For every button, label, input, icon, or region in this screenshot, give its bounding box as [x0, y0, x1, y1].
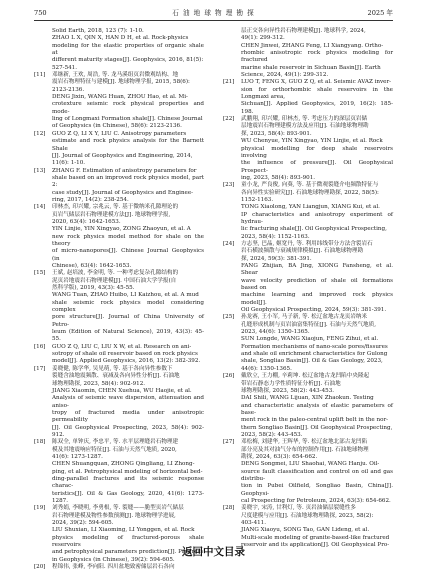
reference-entry [223, 505, 393, 527]
reference-line: ZHANG F. Estimation of anisotropy parameters for [52, 167, 197, 174]
reference-line: 层地震岩石物理建模方法及应用[J]. 石油地球物理勘 [241, 123, 369, 130]
reference-line: IP characteristics and anisotropy experiment of hydrau- [241, 211, 393, 225]
reference-line: 44(6): 1350-1365. [241, 365, 292, 372]
reference-line: estimate and rock physics analysis for the Barnett Shale [52, 138, 204, 152]
reference-column-left [34, 28, 204, 571]
reference-number: [25] [223, 314, 235, 321]
reference-entry [34, 72, 204, 94]
reference-line: DENG Songmei, LIU Shaohai, WANG Hanju. Oil- [241, 461, 380, 468]
reference-line: ZHAO L X, QIN X, HAN D H, et al. Rock-physics [52, 35, 189, 42]
reference-line: tion in Pubei Oilfield, Songliao Basin, China[J]. Geophysi- [241, 483, 393, 497]
reference-line: 各向异性实验研究[J]. 石油地球物理勘探, 2022, 58(5): [241, 189, 379, 196]
reference-number: [27] [223, 439, 235, 446]
reference-line: 岩石横波频散与衰减规律模拟[J]. 石油地球物理勘 [241, 248, 364, 255]
reference-line: 童小龙, 严良俊, 向葵, 等. 基于微观裂缝介电频散特征与 [241, 182, 379, 189]
reference-line: LIU Shuxian, LI Xiaoming, LI Yonggen, et al. Rock [52, 527, 195, 534]
reference-entry [223, 116, 393, 138]
reference-line: the influence of pressure[J]. Oil Geophysical Prospect- [241, 160, 393, 174]
reference-number: [28] [223, 505, 235, 512]
reference-number: [16] [34, 343, 46, 350]
reference-line: 41(6): 1273-1287. [52, 453, 103, 460]
reference-line: case study[J]. Journal of Geophysics and Enginee- [52, 189, 194, 196]
reference-line: 孔缝形成机制与页岩油富集特征[J]. 石油与天然气地质, [241, 321, 377, 328]
reference-line: shale, Songliao Basin[J]. Oil & Gas Geology, 2023, [241, 358, 383, 365]
reference-line: 王斌, 赵培波, 李金明, 等. 一种考虑复杂孔隙结构的 [52, 270, 179, 277]
reference-line: of Geophysics (in Chinese), 58(6): 2123-2136. [52, 123, 182, 130]
reference-line: ment rock in the paleo-central uplift belt in the nor- [241, 417, 389, 424]
reference-entry [223, 241, 393, 263]
reference-line: 527-541. [52, 64, 78, 71]
reference-line: ping, et al. Petrophysical modeling of horizontal bed- [52, 468, 203, 475]
reference-entry [223, 204, 393, 241]
reference-entry [34, 35, 204, 72]
reference-line: Oil Geophysical Prospecting, 2024, 59(3): 381-391. [241, 307, 387, 314]
page-header [34, 8, 393, 21]
reference-line: 探, 2024, 59(3): 381-391. [241, 255, 312, 262]
reference-entry [34, 366, 204, 388]
reference-line: Multi-scale modeling of granite-based-like fractured [241, 534, 390, 541]
reference-line: wave velocity prediction of shale oil formations based on [241, 277, 393, 292]
reference-entry [223, 263, 393, 314]
reference-entry [223, 439, 393, 461]
reference-line: 然科学版), 2019, 43(3): 45-55. [52, 285, 135, 292]
reference-line: 2020, 63(4): 1642-1653. [52, 218, 121, 225]
reference-line: leum (Edition of Natural Science), 2019, 43(3): 45-55. [52, 329, 204, 343]
reference-line: GUO Z Q, LI X Y, LIU C. Anisotropy parameters [52, 130, 187, 137]
reference-line: 姜晓健, 陈学华, 吴见萌, 等. 基于各向异性参数下 [52, 365, 173, 372]
reference-line: GUO Z Q, LIU C, LIU X W, et al. Research on ani- [52, 343, 192, 350]
reference-line: crotexture seismic rock physical properties and mode- [52, 101, 204, 115]
page-number: 750 [34, 9, 47, 17]
reference-line: ring, 2017, 14(2): 238-254. [52, 196, 129, 203]
reference-line: 裂缝含油地震频散、衰减及各向异性分析[J]. 石油地 [52, 373, 180, 380]
reference-entry [34, 131, 204, 168]
reference-line: ding-parallel fractures and its seismic response charac- [52, 475, 204, 490]
reference-line: JIANG Xiaoyu, SONG Tao, GAN Lideng, et al. [241, 527, 370, 534]
reference-line: and petrophysical parameters prediction[J]. Progress [52, 549, 204, 556]
reference-entry [223, 336, 393, 373]
reference-line: pore structure[J]. Journal of China University of Petro- [52, 314, 204, 328]
return-to-chinese-contents-link[interactable]: 返回中文目录 [182, 546, 245, 558]
reference-number: [15] [34, 270, 46, 277]
reference-line: rhombic anisotropic rock physics modeling for fractured [241, 50, 393, 64]
reference-line: 戴欣立, 王力棚, 辛莉坤. 松辽盆地古龙凹陷中央隆起 [241, 373, 370, 380]
reference-line: different maturity stages[J]. Geophysics, 2016, 81(5): [52, 57, 204, 64]
reference-line: DAI Shili, WANG Lijuan, XIN Zhaokun. Testing [241, 395, 374, 402]
reference-line: 2023, 58(2): 443-453. [241, 431, 303, 438]
reference-line: 孙龙赛, 王小军, 马子新, 等. 松辽盆地古龙页岩纳米 [241, 314, 368, 321]
reference-line: 邓松梅, 刘建华, 王辉华, 等. 松辽盆地北部古龙凹陷 [241, 439, 368, 446]
reference-line: TONG Xiaolong, YAN Liangjun, XIANG Kui, et al. [241, 204, 380, 211]
reference-line: 陈双全, 单钟庆, 李忠平, 等. 水平层理缝岩石物理建 [52, 439, 179, 446]
reference-line: Sichuan[J]. Applied Geophysics, 2019, 16(2): 185-198. [241, 101, 393, 115]
reference-entry [34, 388, 204, 439]
reference-number: [20] [34, 564, 46, 571]
reference-line: Analysis of seismic wave dispersion, attenuation and aniso- [52, 395, 204, 409]
reference-line: ling of Longmaxi Formation shale[J]. Chinese Journal [52, 116, 203, 123]
reference-entry [34, 461, 204, 505]
reference-line: shale based on an improved rock physics model, part 2: [52, 174, 204, 189]
reference-line: 2023, 44(6): 1350-1365. [241, 329, 310, 336]
reference-entry [223, 395, 393, 439]
reference-entry [223, 461, 393, 505]
reference-line: modeling for the elastic properties of organic shale at [52, 42, 204, 57]
reference-line: LUO T, FENG X, GUO Z Q, et al. Seismic AVAZ inver- [241, 79, 392, 86]
reference-line: FANG Zhijian, BA Jing, XIONG Fansheng, et al. Shear [241, 263, 393, 277]
reference-number: [12] [34, 130, 46, 137]
reference-line: CHEN Jinwei, ZHANG Feng, LI Xiangyang. Ortho- [241, 42, 384, 49]
reference-line: WANG Tuan, ZHAO Huibo, LI Kaizhou, et al. A mud [52, 292, 199, 299]
reference-line: [J]. Journal of Geophysics and Engineering, 2014, [52, 152, 193, 159]
reference-line: ing, 2023, 58(4): 893-901. [241, 174, 316, 181]
reference-line: 印林杰, 印兴耀, 宗兆云, 等. 基于微纳米孔隙理论的 [52, 204, 179, 211]
reference-line: physical modelling for deep shale reservoirs involving [241, 145, 393, 159]
reference-line: of micro-nanopores[J]. Chinese Journal Geophysics (in [52, 248, 204, 262]
reference-number: [24] [223, 240, 235, 247]
reference-line: 刘秀娟, 李晓明, 李勇根, 等. 裂缝——脆型页岩气储层 [52, 505, 184, 512]
reference-line: marine shale reservoir in Sichuan Basin[J]. Earth [241, 64, 381, 71]
reference-line: thern Songliao Basin[J]. Oil Geophysical Prospecting, [241, 424, 393, 431]
reference-line: shale seismic rock physics model considering complex [52, 299, 204, 314]
reference-line: Chinese), 63(4): 1642-1653. [52, 263, 132, 269]
reference-number: [19] [34, 505, 46, 512]
reference-entry [34, 564, 204, 571]
reference-entry [34, 344, 204, 366]
reference-line: CHEN Shuangquan, ZHONG Qingliang, LI Zhong- [52, 461, 195, 468]
reference-number: [23] [223, 182, 235, 189]
reference-line: 11(6): 1-10. [52, 160, 86, 167]
reference-entry [223, 373, 393, 395]
reference-number: [11] [34, 72, 46, 79]
reference-line: reservoir and its application[J]. Oil Geophysical Pro- [241, 542, 390, 549]
reference-line: 2024, 39(2): 594-605. [52, 520, 114, 527]
reference-line: sotropy of shale oil reservoir based on rock physics [52, 351, 198, 358]
reference-line: WU Chenyue, YIN Xingyao, YIN Linjie, et al. Rock [241, 138, 383, 145]
reference-number: [22] [223, 116, 235, 123]
reference-entry [34, 292, 204, 343]
journal-title: 石 油 地 球 物 理 勘 探 [172, 9, 255, 17]
reference-line: 层正交各向异性岩石物理建模[J]. 地球科学, 2024, [241, 28, 366, 34]
reference-number: [14] [34, 204, 46, 211]
reference-line: 邓继新, 王欢, 周浩, 等. 龙马溪组页岩微观结构、地 [52, 72, 179, 79]
reference-number: [13] [34, 167, 46, 174]
reference-number: [18] [34, 439, 46, 446]
reference-line: 49(1): 299-312. [241, 35, 285, 42]
reference-line: 探, 2023, 58(4): 893-901. [241, 130, 312, 137]
reference-line: Solid Earth, 2018, 123 (7): 1-10. [52, 28, 144, 34]
reference-entry [223, 314, 393, 336]
reference-line: lic fracturing shale[J]. Oil Geophysical Prospecting, [241, 226, 387, 233]
reference-line: in Geophysics (in Chinese), 39(2): 594-605. [52, 556, 175, 563]
reference-line: 2123-2136. [52, 86, 85, 93]
reference-line: teristics[J]. Oil & Gas Geology, 2020, 41(6): 1273-1287. [52, 490, 204, 504]
publication-year: 2025 年 [367, 9, 393, 17]
reference-entry [34, 94, 204, 131]
reference-line: JIANG Xiaomin, CHEN Xuehua, WU Haojie, et al. [52, 387, 192, 394]
reference-number: [21] [223, 79, 235, 86]
reference-entry [34, 439, 204, 461]
reference-line: and characteristic analysis of elastic parameters of base- [241, 402, 393, 416]
reference-line: 球物理勘探, 2023, 58(4): 902-912. [52, 380, 146, 387]
reference-entry [34, 226, 204, 270]
reference-line: new rock physics model method for shale on the theory [52, 233, 204, 247]
reference-line: 程锦伟, 张峰, 李向阳. 四川盆地致密储层岩石各向 [52, 564, 175, 571]
reference-column-right [223, 28, 393, 549]
reference-number: [17] [34, 365, 46, 372]
reference-entry [223, 182, 393, 204]
reference-entry [34, 505, 204, 527]
reference-line: YIN Linjie, YIN Xingyao, ZONG Zhaoyun, et al. A [52, 226, 191, 233]
reference-entry [223, 28, 393, 43]
reference-line: 球物理勘探, 2023, 58(2): 443-453. [241, 387, 335, 394]
reference-line: 勘探, 2024, 63(3): 654-662. [241, 453, 318, 460]
reference-line: 模及其地震响应特征[J]. 石油与天然气地质, 2020, [52, 446, 177, 453]
reference-line: and shale oil enrichment characteristics for Gulong [241, 351, 388, 358]
reference-line: sion for orthorhombic shale reservoirs in the Longmaxi area, [241, 86, 393, 101]
reference-line: 岩石物理建模及物性参数预测[J]. 地球物理学进展, [52, 512, 176, 519]
reference-entry [34, 28, 204, 35]
reference-entry [223, 79, 393, 116]
reference-line: tropy of fractured media under anisotropic permeability [52, 409, 204, 424]
reference-entry [34, 168, 204, 205]
reference-line: 姜晓宇, 宋涛, 甘利灯, 等. 页岩油储层裂缝性多 [241, 505, 356, 512]
reference-line: machine learning and improved rock physics model[J]. [241, 292, 393, 306]
reference-line: [J]. Oil Geophysical Prospecting, 2023, 58(4): 902-912. [52, 424, 204, 438]
reference-entry [223, 43, 393, 80]
reference-line: cal Prospecting for Petroleum, 2024, 63(3): 654-662. [241, 498, 391, 504]
reference-line: physics modeling of fractured-porous shale reservoirs [52, 534, 204, 549]
reference-line: 带岩石静态力学性质特征分析[J]. 石油地 [241, 380, 341, 387]
reference-line: Formation mechanisms of nano-scale pores/fissures [241, 343, 388, 350]
reference-line: DENG Jixin, WANG Huan, ZHOU Hao, et al. Mi- [52, 94, 188, 101]
reference-line: 页岩气储层岩石物理建模方法[J]. 地球物理学报, [52, 211, 171, 218]
reference-entry [34, 270, 204, 292]
reference-line: 部分亮及其对油气分布的控制作用[J]. 石油地球物理 [241, 446, 369, 453]
reference-line: 武鹏翔, 印兴耀, 印林杰, 等. 考虑压力的深层页岩储 [241, 116, 368, 123]
reference-entry [223, 138, 393, 182]
reference-line: Science, 2024, 49(1): 299-312. [241, 72, 329, 79]
reference-line: 2023, 58(4): 1152-1163. [241, 233, 310, 240]
reference-line: SUN Longde, WANG Xiaojun, FENG Zihui, et al. [241, 336, 379, 343]
reference-line: source fault classification and control on oil and gas distribu- [241, 468, 393, 482]
reference-line: 403-411. [241, 520, 267, 527]
reference-line: 震岩石物理特征与建模[J]. 地球物理学报, 2015, 58(6): [52, 79, 190, 86]
reference-line: 泥页岩地震岩石物理建模[J]. 中国石油大学学报(自 [52, 277, 177, 284]
reference-line: model[J]. Applied Geophysics, 2016, 13(2): 382-392. [52, 358, 201, 365]
reference-number: [26] [223, 373, 235, 380]
reference-line: 1152-1163. [241, 196, 274, 203]
reference-line: 尺度建模与应用[J]. 石油地球物理勘探, 2023, 58(2): [241, 512, 374, 519]
reference-entry [34, 204, 204, 226]
reference-line: 方志坚, 巴晶, 姬宽丹, 等. 利用纬线带分方法含裂岩石 [241, 240, 373, 247]
